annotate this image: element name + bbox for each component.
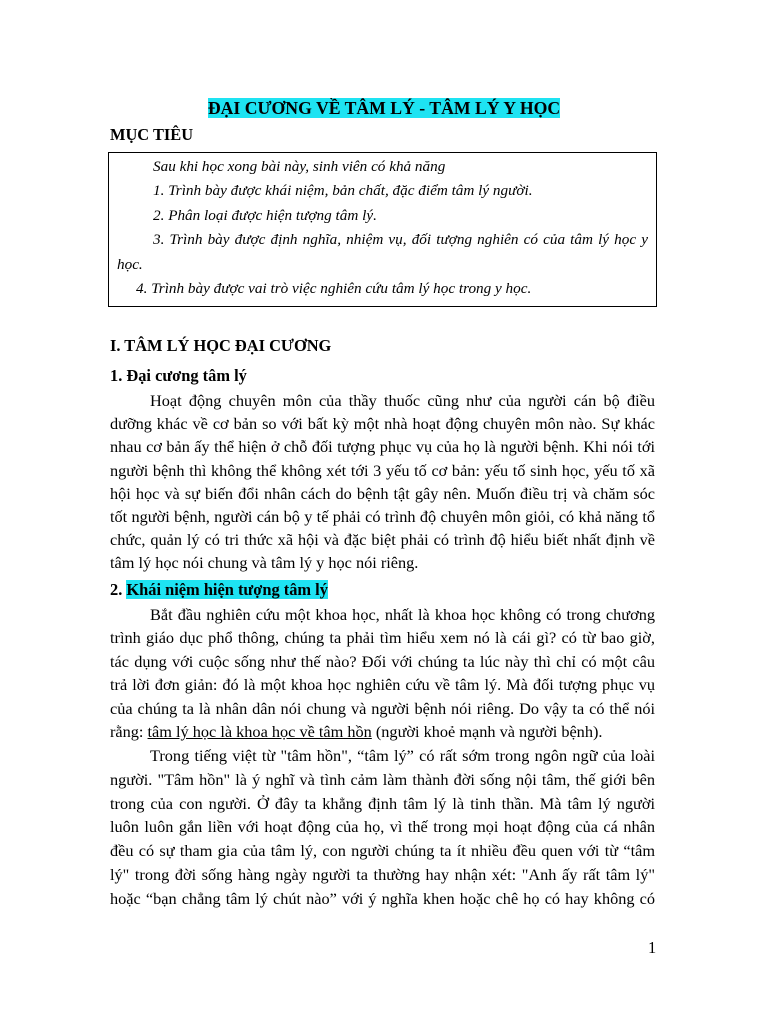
paragraph-line: Hoạt động chuyên môn của thầy thuốc cũng như của người cán bộ điều <box>150 391 655 410</box>
paragraph-line: người bệnh thì không thể không xét tới 3 yếu tố cơ bản: yếu tố sinh học, yếu tố xã <box>110 460 655 480</box>
document-title-text: ĐẠI CƯƠNG VỀ TÂM LÝ - TÂM LÝ Y HỌC <box>207 98 561 118</box>
paragraph-line <box>110 720 655 743</box>
subsection-2-paragraph-1 <box>110 603 655 743</box>
line-text-after: (người khoẻ mạnh và người bệnh). <box>375 722 603 742</box>
paragraph-line: hội học và sự biến đổi nhân cách do bệnh tật gây nên. Muốn điều trị và chăm sóc <box>110 483 655 503</box>
objective-item: 2. Phân loại được hiện tượng tâm lý. <box>153 206 377 224</box>
objective-item: 3. Trình bày được định nghĩa, nhiệm vụ, đối tượng nghiên có của tâm lý học y học. <box>117 231 648 273</box>
paragraph-line: tâm lý học nói chung và tâm lý y học nói riêng. <box>110 553 419 573</box>
underlined-definition: tâm lý học là khoa học về tâm hồn <box>147 722 372 742</box>
line-text-before: rằng: <box>110 722 144 742</box>
subsection-2-paragraph-2 <box>110 744 655 911</box>
objectives-intro: Sau khi học xong bài này, sinh viên có khả năng <box>153 158 446 175</box>
paragraph-line: của chúng ta là nhân dân nói chung và người bệnh nói riêng. Do vậy ta có thể nói <box>110 698 655 718</box>
document-title <box>0 97 768 119</box>
paragraph-line: tác dụng với cuộc sống như thế nào? Đối với chúng ta lúc này thì chỉ có một câu <box>110 651 655 671</box>
paragraph-line: người. "Tâm hồn" là ý nghĩ và tình cảm làm thành đời sống nội tâm, thế giới bên <box>110 769 655 789</box>
paragraph-line: tốt người bệnh, người cán bộ y tế phải có trình độ chuyên môn giỏi, có khả năng tổ <box>110 507 655 527</box>
objective-item: 4. Trình bày được vai trò việc nghiên cứu tâm lý học trong y học. <box>136 280 532 298</box>
paragraph-line: dưỡng khác về cơ bản so với bất kỳ một nhà hoạt động chuyên môn nào. Sự khác <box>110 414 655 434</box>
objectives-box <box>108 152 657 307</box>
page-number: 1 <box>648 938 657 957</box>
paragraph-line: lý" trong đời sống hàng ngày người ta thường hay nhận xét: "Anh ấy rất tâm lý" <box>110 864 655 884</box>
paragraph-line: Bắt đầu nghiên cứu một khoa học, nhất là khoa học không có trong chương <box>150 605 655 624</box>
paragraph-line: trả lời đơn giản: đó là một khoa học nghiên cứu về tâm lý. Mà đối tượng phục vụ <box>110 675 655 695</box>
subsection-2-number: 2. <box>110 580 123 599</box>
objective-item: 1. Trình bày được khái niệm, bản chất, đặc điểm tâm lý người. <box>153 182 533 200</box>
paragraph-line: trong của con người. Ở đây ta khẳng định tâm lý là tinh thần. Mà tâm lý người <box>110 793 655 813</box>
paragraph-line: Trong tiếng việt từ "tâm hồn", “tâm lý” có rất sớm trong ngôn ngữ của loài <box>150 746 655 765</box>
objectives-heading: MỤC TIÊU <box>110 125 194 144</box>
subsection-1-heading: 1. Đại cương tâm lý <box>110 366 247 385</box>
paragraph-line: đều có sự tham gia của tâm lý, con người chúng ta ít nhiều đều quen với từ “tâm <box>110 841 655 861</box>
paragraph-line: chức, quản lý có tri thức xã hội và đặc biệt phải có trình độ hiểu biết nhất định về <box>110 530 655 550</box>
subsection-1-paragraph <box>110 389 655 575</box>
paragraph-line: trình giáo dục phổ thông, chúng ta phải tìm hiểu xem nó là cái gì? có từ bao giờ, <box>110 628 655 648</box>
subsection-2-heading <box>110 578 328 601</box>
paragraph-line: hoặc “bạn chẳng tâm lý chút nào” với ý nghĩa khen hoặc chê họ có hay không có <box>110 888 655 908</box>
subsection-2-title: Khái niệm hiện tượng tâm lý <box>126 580 328 599</box>
section-1-heading: I. TÂM LÝ HỌC ĐẠI CƯƠNG <box>110 336 332 355</box>
paragraph-line: nhau cơ bản ấy thể hiện ở chỗ đối tượng phục vụ của họ là người bệnh. Khi nói tới <box>110 437 655 457</box>
paragraph-line: luôn luôn gắn liền với hoạt động của họ, vì thế trong mọi hoạt động của cá nhân <box>110 817 655 837</box>
